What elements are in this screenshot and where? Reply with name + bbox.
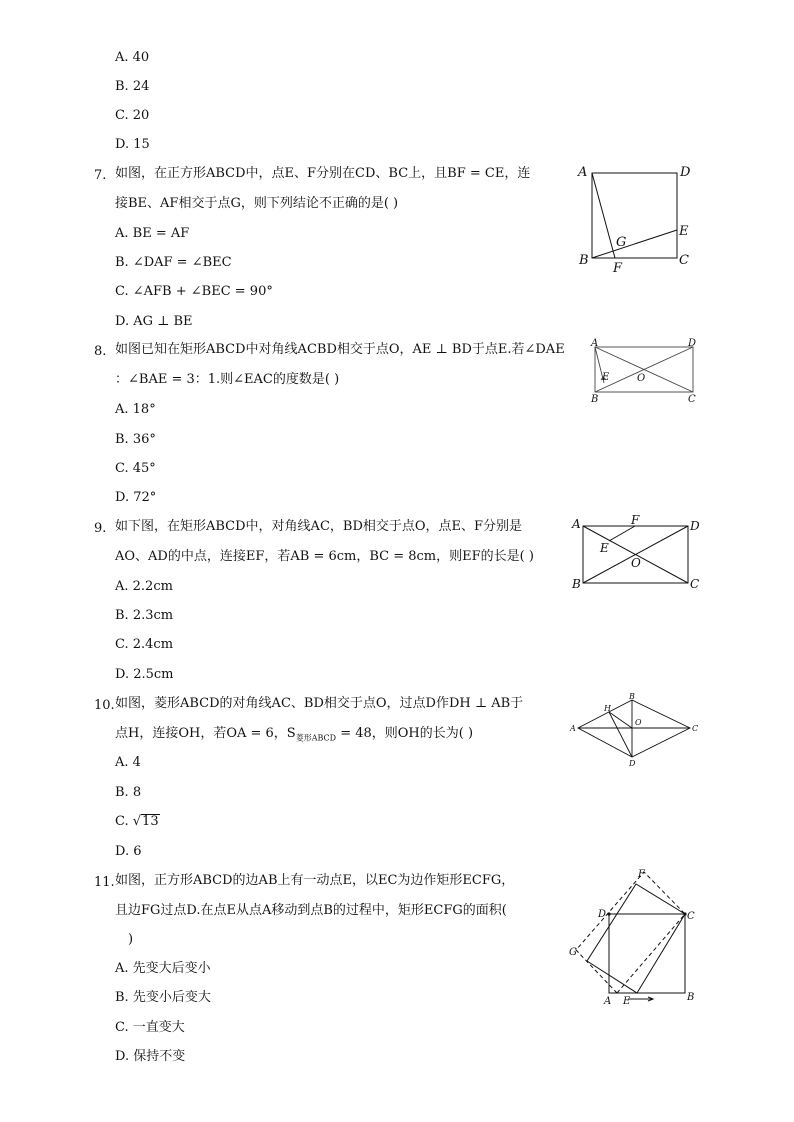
- q11-option-c[interactable]: C. 一直变大: [115, 1020, 185, 1035]
- q7-label-c: C: [679, 253, 689, 268]
- q9-label-d: D: [690, 519, 700, 533]
- q7-label-g: G: [616, 235, 627, 250]
- q8-label-d: D: [688, 338, 697, 349]
- q7-label-f: F: [613, 261, 623, 276]
- q8-label-e: E: [602, 372, 610, 383]
- q8-option-b[interactable]: B. 36°: [115, 432, 156, 447]
- q7-square: [592, 173, 677, 258]
- sqrt-icon: √: [132, 814, 142, 829]
- q10-figure: [568, 690, 700, 768]
- q9-option-b[interactable]: B. 2.3cm: [115, 608, 174, 623]
- q7-number: 7.: [94, 168, 107, 183]
- q10-text-line2: [115, 724, 473, 749]
- q10-label-c: C: [692, 724, 699, 733]
- q7-label-a: A: [578, 165, 588, 180]
- q11-label-d: D: [598, 909, 607, 920]
- q10-option-c-radicand: 13: [142, 814, 159, 829]
- q9-label-o: O: [631, 556, 641, 570]
- q9-label-f: F: [631, 513, 640, 527]
- q10-option-d[interactable]: D. 6: [115, 844, 142, 859]
- q11-option-b[interactable]: B. 先变小后变大: [115, 990, 211, 1005]
- q9-label-b: B: [572, 577, 581, 591]
- q6-option-a[interactable]: A. 40: [115, 50, 150, 65]
- q10-label-d: D: [629, 759, 636, 768]
- q9-text-line1: 如下图，在矩形ABCD中，对角线AC，BD相交于点O，点E、F分别是: [115, 519, 523, 534]
- q10-line-dh: [609, 712, 632, 757]
- q9-figure: [570, 514, 702, 592]
- q10-label-o: O: [635, 718, 642, 727]
- q10-text-line2-end: = 48，则OH的长为( ): [336, 726, 474, 741]
- q10-option-a[interactable]: A. 4: [115, 755, 141, 770]
- q7-figure: [575, 164, 695, 276]
- q11-text-line3: ): [128, 932, 134, 947]
- q7-text-line2: 接BE、AF相交于点G，则下列结论不正确的是( ): [115, 196, 399, 211]
- q10-number: 10.: [94, 698, 115, 713]
- q8-label-a: A: [591, 338, 599, 349]
- q8-label-c: C: [688, 394, 696, 405]
- q10-option-b[interactable]: B. 8: [115, 785, 142, 800]
- q9-option-c[interactable]: C. 2.4cm: [115, 637, 174, 652]
- q11-figure: [566, 864, 702, 1008]
- q7-line-af: [592, 173, 615, 258]
- q8-figure: [588, 336, 700, 406]
- q11-label-b: B: [687, 992, 695, 1003]
- q7-option-d[interactable]: D. AG ⊥ BE: [115, 314, 193, 329]
- q9-label-e: E: [600, 541, 609, 555]
- q6-option-d[interactable]: D. 15: [115, 137, 150, 152]
- q7-option-c[interactable]: C. ∠AFB + ∠BEC = 90°: [115, 284, 273, 299]
- q8-option-d[interactable]: D. 72°: [115, 490, 157, 505]
- q7-label-e: E: [679, 224, 689, 239]
- q10-text-line2-start: 点H，连接OH，若OA = 6，S: [115, 726, 296, 741]
- q10-rhombus: [578, 700, 690, 757]
- q7-option-a[interactable]: A. BE = AF: [115, 226, 190, 241]
- q10-option-c-prefix: C.: [115, 814, 133, 829]
- q9-number: 9.: [94, 521, 107, 536]
- q7-line-be: [592, 230, 677, 258]
- q10-line-oh: [609, 712, 632, 728]
- q11-square: [609, 914, 685, 993]
- q9-option-d[interactable]: D. 2.5cm: [115, 667, 174, 682]
- q6-option-c[interactable]: C. 20: [115, 108, 150, 123]
- q8-label-b: B: [591, 394, 599, 405]
- q7-option-b[interactable]: B. ∠DAF = ∠BEC: [115, 255, 232, 270]
- q11-label-e: E: [623, 996, 631, 1007]
- q10-label-b: B: [629, 692, 635, 701]
- q9-label-c: C: [690, 577, 700, 591]
- q7-label-d: D: [680, 165, 691, 180]
- q6-option-b[interactable]: B. 24: [115, 79, 150, 94]
- q9-label-a: A: [572, 517, 581, 531]
- q11-option-d[interactable]: D. 保持不变: [115, 1049, 186, 1064]
- q8-option-a[interactable]: A. 18°: [115, 402, 156, 417]
- q7-text-line1: 如图，在正方形ABCD中，点E、F分别在CD、BC上，且BF = CE，连: [115, 166, 531, 181]
- q11-text-line1: 如图，正方形ABCD的边AB上有一动点E，以EC为边作矩形ECFG，: [115, 873, 515, 888]
- q11-label-f: F: [638, 869, 645, 880]
- q9-option-a[interactable]: A. 2.2cm: [115, 579, 173, 594]
- q11-option-a[interactable]: A. 先变大后变小: [115, 961, 211, 976]
- q8-text-line1: 如图已知在矩形ABCD中对角线ACBD相交于点O，AE ⊥ BD于点E.若∠DAE: [115, 342, 565, 357]
- q8-text-line2: ：∠BAE = 3：1.则∠EAC的度数是( ): [115, 372, 340, 387]
- q9-text-line2: AO、AD的中点，连接EF，若AB = 6cm，BC = 8cm，则EF的长是( ): [115, 549, 534, 564]
- q10-option-c[interactable]: [115, 812, 160, 832]
- q11-label-g: G: [569, 947, 577, 958]
- q10-text-line1: 如图，菱形ABCD的对角线AC、BD相交于点O，过点D作DH ⊥ AB于: [115, 696, 524, 711]
- q10-area-subscript: 菱形ABCD: [295, 733, 337, 743]
- q11-text-line2: 且边FG过点D.在点E从点A移动到点B的过程中，矩形ECFG的面积(: [115, 903, 507, 918]
- q8-option-c[interactable]: C. 45°: [115, 461, 156, 476]
- q11-number: 11.: [94, 875, 115, 890]
- q9-line-ef: [609, 526, 635, 541]
- q8-label-o: O: [637, 373, 646, 384]
- q8-number: 8.: [94, 344, 107, 359]
- q11-label-a: A: [604, 996, 612, 1007]
- q7-label-b: B: [579, 253, 589, 268]
- q10-label-h: H: [604, 704, 611, 713]
- q11-rectangle-dashed: [576, 872, 685, 993]
- q10-label-a: A: [570, 724, 576, 733]
- q11-label-c: C: [687, 911, 695, 922]
